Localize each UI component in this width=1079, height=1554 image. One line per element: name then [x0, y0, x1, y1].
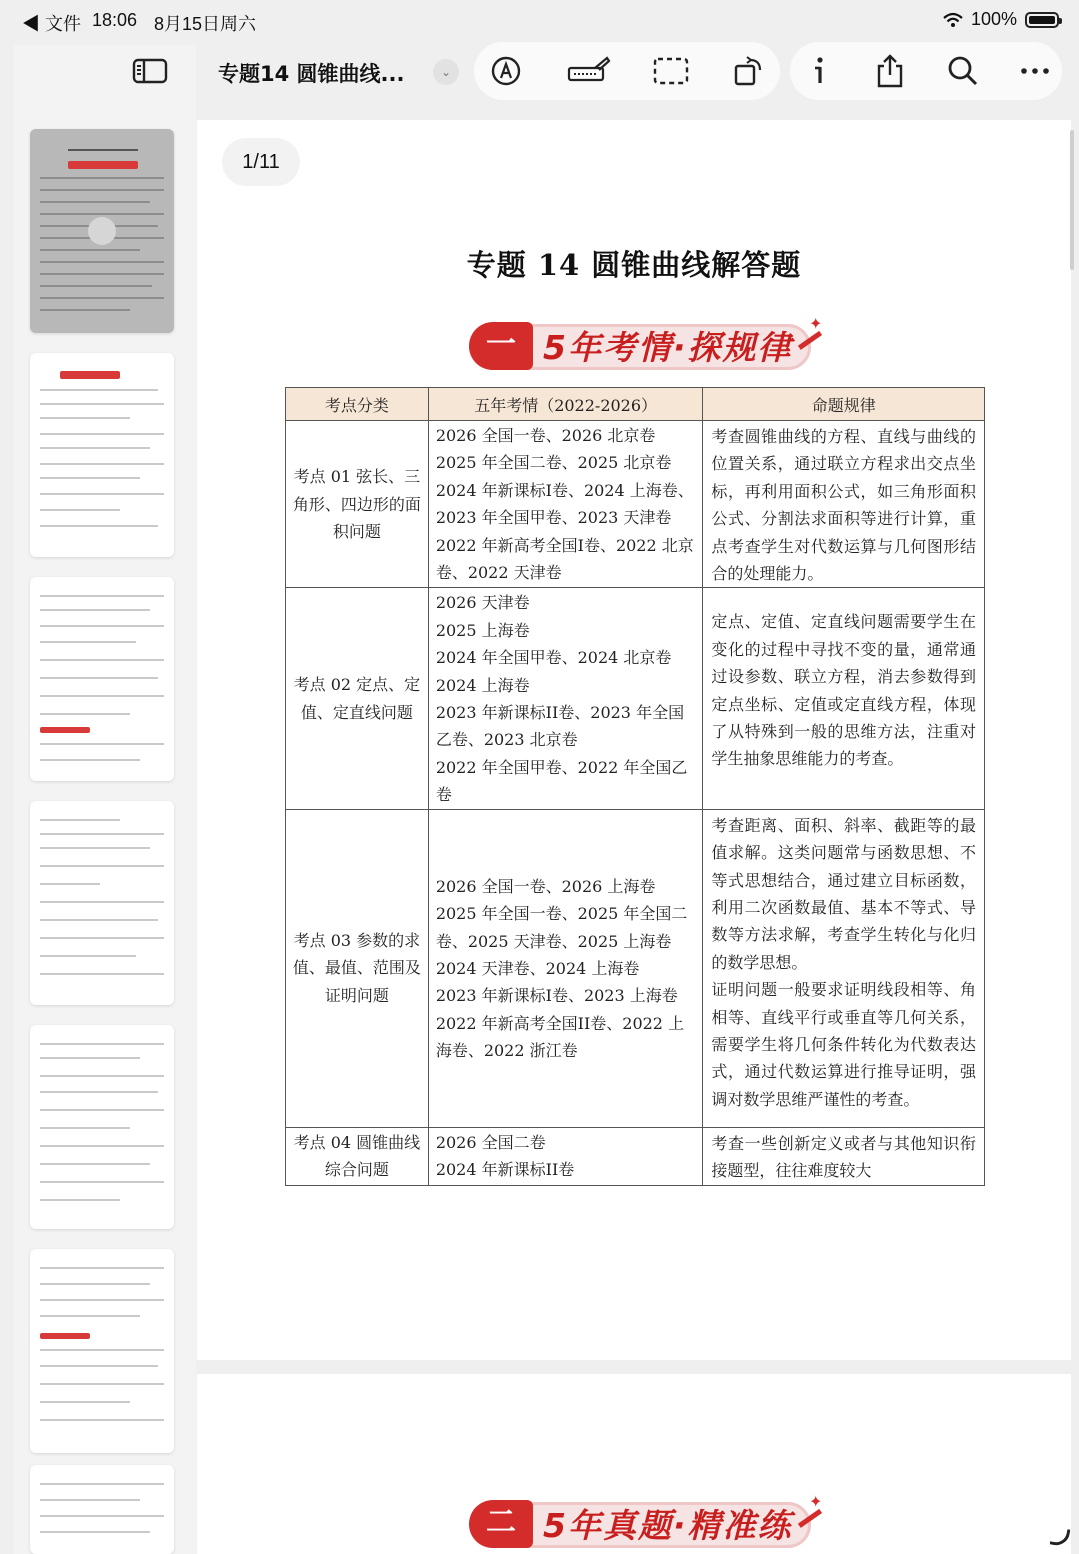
- page-title: 专题 14 圆锥曲线解答题: [466, 248, 802, 282]
- page-thumbnail[interactable]: [30, 577, 174, 781]
- rule-cell: 考查圆锥曲线的方程、直线与曲线的位置关系，通过联立方程求出交点坐标，再利用面积公式，如三角形面积公式、分割法求面积等进行计算，重点考查学生对代数运算与几何图形结合的处理能力。: [703, 421, 985, 588]
- chevron-down-icon[interactable]: ⌄: [433, 59, 459, 85]
- section-title: 5年真题·精准练: [543, 1506, 793, 1545]
- back-to-files-link[interactable]: ◀ 文件: [22, 14, 82, 34]
- years-cell: 2026 全国一卷、2026 上海卷 2025 年全国一卷、2025 年全国二卷、2025 天津卷、2025 上海卷 2024 天津卷、2024 上海卷 2023 年新课标I卷、2023 上海卷 2022 年新高考全国II卷、2022 上海卷、2022 浙江卷: [428, 809, 703, 1127]
- section-number: 一: [469, 322, 533, 370]
- rule-cell: 定点、定值、定直线问题需要学生在变化的过程中寻找不变的量，通常通过设参数、联立方程，消去参数得到定点坐标、定值或定直线方程，体现了从特殊到一般的思维方法，注重对学生抽象思维能力的考查。: [703, 588, 985, 809]
- table-header-row: [286, 388, 985, 421]
- status-right: [943, 9, 1059, 30]
- category-cell: 考点 02 定点、定值、定直线问题: [286, 588, 429, 809]
- category-cell: 考点 04 圆锥曲线综合问题: [286, 1127, 429, 1185]
- page-indicator: 1/11: [222, 138, 300, 186]
- page-thumbnail[interactable]: [30, 1249, 174, 1453]
- selection-icon[interactable]: [652, 53, 690, 89]
- share-icon[interactable]: [871, 53, 909, 89]
- sidebar-icon[interactable]: [132, 58, 168, 84]
- pencil-ruler-icon[interactable]: [566, 53, 612, 89]
- status-bar: [0, 0, 1079, 42]
- rule-cell: 考查一些创新定义或者与其他知识衔接题型，往往难度较大: [703, 1127, 985, 1185]
- exam-table: [285, 387, 985, 1186]
- battery-percent: 100%: [970, 9, 1017, 29]
- rotate-icon[interactable]: [730, 53, 768, 89]
- years-cell: 2026 全国二卷 2024 年新课标II卷: [428, 1127, 703, 1185]
- column-header: 五年考情（2022-2026）: [428, 388, 703, 421]
- column-header: 考点分类: [286, 388, 429, 421]
- category-cell: 考点 03 参数的求值、最值、范围及证明问题: [286, 809, 429, 1127]
- section-title: 5年考情·探规律: [543, 328, 793, 367]
- thumbnail-sidebar: [14, 45, 196, 1554]
- page-thumbnail[interactable]: [30, 1465, 174, 1554]
- clock: 18:06: [92, 10, 138, 30]
- section-banner: [455, 314, 835, 376]
- section-banner: [455, 1492, 835, 1554]
- table-row: [286, 421, 985, 588]
- table-row: [286, 1127, 985, 1185]
- more-icon[interactable]: [1016, 53, 1054, 89]
- column-header: 命题规律: [703, 388, 985, 421]
- page-thumbnail[interactable]: [30, 129, 174, 333]
- markup-icon[interactable]: [487, 53, 525, 89]
- table-row: [286, 809, 985, 1127]
- category-cell: 考点 01 弦长、三角形、四边形的面积问题: [286, 421, 429, 588]
- table-row: [286, 588, 985, 809]
- document-title[interactable]: 专题14 圆锥曲线...: [218, 62, 405, 86]
- rule-cell: 考查距离、面积、斜率、截距等的最值求解。这类问题常与函数思想、不等式思想结合，通过建立目标函数，利用二次函数最值、基本不等式、导数等方法求解，考查学生转化与化归的数学思想。 证明问题一般要求证明线段相等、角相等、直线平行或垂直等几何关系，需要学生将几何条件转化为代数表达式，通过代数运算进行推导证明，强调对数学思维严谨性的考查。: [703, 809, 985, 1127]
- loading-indicator: [88, 217, 116, 245]
- sparkle-icon: ✦: [809, 314, 823, 333]
- battery-icon: [1025, 12, 1059, 28]
- page-thumbnail[interactable]: [30, 1025, 174, 1229]
- search-icon[interactable]: [944, 53, 982, 89]
- section-number: 二: [469, 1500, 533, 1548]
- info-icon[interactable]: [801, 53, 839, 89]
- wifi-icon: [943, 12, 963, 28]
- sparkle-icon: ✦: [809, 1492, 823, 1511]
- years-cell: 2026 天津卷 2025 上海卷 2024 年全国甲卷、2024 北京卷 2024 上海卷 2023 年新课标II卷、2023 年全国乙卷、2023 北京卷 2022 年全国甲卷、2022 年全国乙卷: [428, 588, 703, 809]
- years-cell: 2026 全国一卷、2026 北京卷 2025 年全国二卷、2025 北京卷 2024 年新课标I卷、2024 上海卷、 2023 年全国甲卷、2023 天津卷 2022 年新高考全国I卷、2022 北京卷、2022 天津卷: [428, 421, 703, 588]
- date: 8月15日周六: [154, 14, 257, 34]
- page-thumbnail[interactable]: [30, 353, 174, 557]
- page-thumbnail[interactable]: [30, 801, 174, 1005]
